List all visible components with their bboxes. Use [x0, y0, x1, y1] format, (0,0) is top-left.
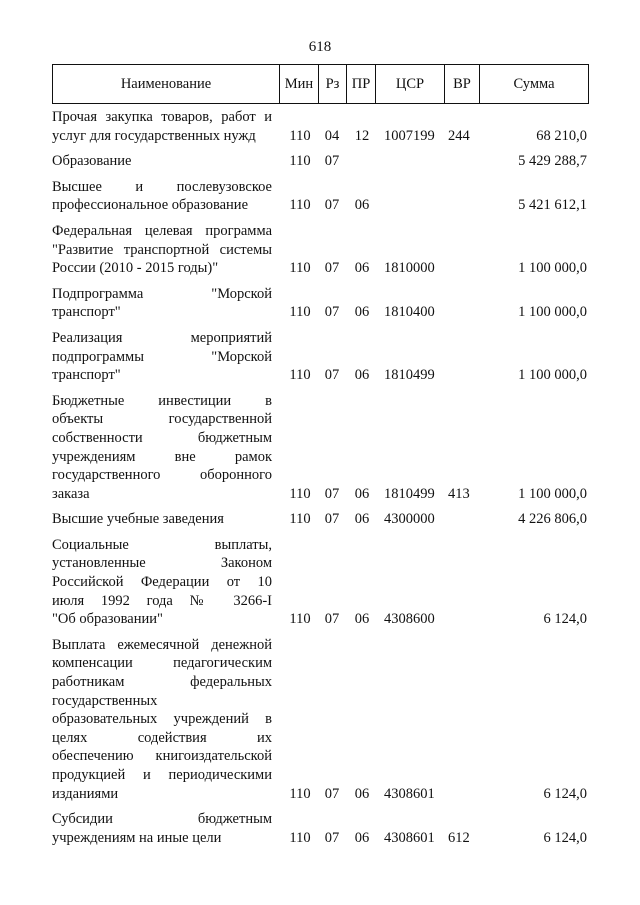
row-name-line: Высшие учебные заведения	[52, 511, 224, 528]
header-rz: Рз	[319, 65, 347, 104]
row-name-line: Субсидии бюджетным	[52, 811, 272, 828]
cell-pr: 06	[354, 829, 370, 846]
cell-pr: 06	[354, 367, 370, 384]
cell-sum: 1 100 000,0	[518, 485, 587, 502]
cell-sum: 1 100 000,0	[518, 260, 587, 277]
row-name	[52, 636, 272, 803]
cell-min: 110	[289, 511, 311, 528]
row-name-line: компенсации педагогическим	[52, 655, 272, 672]
cell-vr: 413	[448, 485, 470, 502]
cell-rz: 04	[324, 127, 340, 144]
row-name-line: подпрограммы "Морской	[52, 348, 272, 365]
header-csr: ЦСР	[376, 65, 445, 104]
row-name	[52, 108, 272, 145]
row-name-line: продукцией и периодическими	[52, 767, 272, 783]
cell-pr: 06	[354, 485, 370, 502]
row-name-line: установленные Законом	[52, 555, 272, 572]
page-number: 618	[308, 39, 332, 55]
row-name-line: профессиональное образование	[52, 197, 249, 214]
cell-pr: 12	[354, 127, 370, 144]
table-header	[52, 64, 589, 104]
cell-rz: 07	[324, 829, 340, 846]
cell-pr: 06	[354, 511, 370, 528]
row-name-line: образовательных учреждений в	[52, 711, 272, 728]
cell-rz: 07	[324, 485, 340, 502]
table-row	[52, 108, 587, 145]
row-name	[52, 810, 272, 847]
cell-sum: 6 124,0	[543, 611, 587, 628]
row-name-line: объекты государственной	[52, 411, 272, 428]
cell-min: 110	[289, 260, 311, 277]
cell-vr: 612	[448, 829, 470, 846]
row-name-line: Бюджетные инвестиции в	[52, 392, 272, 409]
row-name-line: Российской Федерации от 10	[52, 574, 272, 591]
cell-sum: 6 124,0	[543, 829, 587, 846]
cell-csr: 1810400	[384, 304, 435, 321]
cell-pr: 06	[354, 611, 370, 628]
table-row	[52, 178, 587, 215]
cell-sum: 68 210,0	[536, 127, 587, 144]
cell-min: 110	[289, 785, 311, 802]
cell-sum: 1 100 000,0	[518, 367, 587, 384]
cell-csr: 4308601	[384, 829, 435, 846]
row-name	[52, 329, 272, 385]
row-name-line: "Об образовании"	[52, 611, 163, 628]
table-row	[52, 285, 587, 322]
cell-rz: 07	[324, 153, 340, 170]
cell-csr: 1810000	[384, 260, 435, 277]
cell-csr: 1007199	[384, 127, 435, 144]
cell-rz: 07	[324, 785, 340, 802]
row-name	[52, 392, 272, 504]
cell-rz: 07	[324, 260, 340, 277]
table-row	[52, 636, 587, 803]
table-row	[52, 222, 587, 278]
row-name-line: учреждениям на иные цели	[52, 829, 222, 846]
cell-sum: 6 124,0	[543, 785, 587, 802]
row-name	[52, 510, 272, 529]
row-name	[52, 178, 272, 215]
cell-min: 110	[289, 367, 311, 384]
cell-rz: 07	[324, 367, 340, 384]
table-row	[52, 536, 587, 629]
row-name	[52, 152, 272, 171]
cell-csr: 4300000	[384, 511, 435, 528]
cell-csr: 1810499	[384, 367, 435, 384]
row-name-line: государственного оборонного	[52, 467, 272, 484]
cell-vr: 244	[448, 127, 470, 144]
cell-rz: 07	[324, 511, 340, 528]
table-row	[52, 392, 587, 504]
row-name-line: работникам федеральных	[52, 674, 272, 691]
row-name	[52, 285, 272, 322]
row-name	[52, 222, 272, 278]
cell-min: 110	[289, 485, 311, 502]
row-name-line: целях содействия их	[52, 729, 272, 746]
cell-csr: 4308601	[384, 785, 435, 802]
cell-rz: 07	[324, 304, 340, 321]
cell-pr: 06	[354, 785, 370, 802]
cell-min: 110	[289, 153, 311, 170]
cell-sum: 4 226 806,0	[518, 511, 587, 528]
table-row	[52, 329, 587, 385]
row-name	[52, 536, 272, 629]
row-name-line: Прочая закупка товаров, работ и	[52, 109, 272, 125]
row-name-line: России (2010 - 2015 годы)"	[52, 260, 219, 277]
row-name-line: июля 1992 года № 3266-I	[52, 592, 272, 609]
row-name-line: заказа	[52, 485, 90, 502]
row-name-line: услуг для государственных нужд	[52, 127, 256, 144]
cell-pr: 06	[354, 260, 370, 277]
cell-min: 110	[289, 197, 311, 214]
cell-sum: 5 429 288,7	[518, 153, 587, 170]
row-name-line: транспорт"	[52, 304, 121, 321]
cell-min: 110	[289, 829, 311, 846]
row-name-line: Подпрограмма "Морской	[52, 285, 272, 302]
row-name-line: Реализация мероприятий	[52, 329, 272, 346]
cell-rz: 07	[324, 197, 340, 214]
row-name-line: "Развитие транспортной системы	[52, 241, 272, 258]
header-sum: Сумма	[480, 65, 589, 104]
cell-pr: 06	[354, 304, 370, 321]
cell-sum: 1 100 000,0	[518, 304, 587, 321]
cell-pr: 06	[354, 197, 370, 214]
row-name-line: собственности бюджетным	[52, 429, 272, 446]
table-row	[52, 810, 587, 847]
row-name-line: Образование	[52, 153, 132, 170]
cell-rz: 07	[324, 611, 340, 628]
header-pr: ПР	[347, 65, 376, 104]
cell-csr: 4308600	[384, 611, 435, 628]
cell-csr: 1810499	[384, 485, 435, 502]
cell-sum: 5 421 612,1	[518, 197, 587, 214]
row-name-line: транспорт"	[52, 367, 121, 384]
row-name-line: Федеральная целевая программа	[52, 222, 272, 239]
cell-min: 110	[289, 304, 311, 321]
row-name-line: государственных	[52, 692, 158, 709]
header-vr: ВР	[445, 65, 480, 104]
row-name-line: Высшее и послевузовское	[52, 178, 272, 195]
cell-min: 110	[289, 127, 311, 144]
row-name-line: изданиями	[52, 785, 119, 802]
header-min: Мин	[280, 65, 319, 104]
cell-min: 110	[289, 611, 311, 628]
table-row	[52, 510, 587, 529]
table-row	[52, 152, 587, 171]
budget-table-body	[52, 108, 587, 854]
row-name-line: Выплата ежемесячной денежной	[52, 636, 272, 653]
row-name-line: обеспечению книгоиздательской	[52, 748, 272, 765]
header-name: Наименование	[53, 65, 280, 104]
row-name-line: Социальные выплаты,	[52, 536, 272, 553]
row-name-line: учреждениям вне рамок	[52, 448, 272, 465]
